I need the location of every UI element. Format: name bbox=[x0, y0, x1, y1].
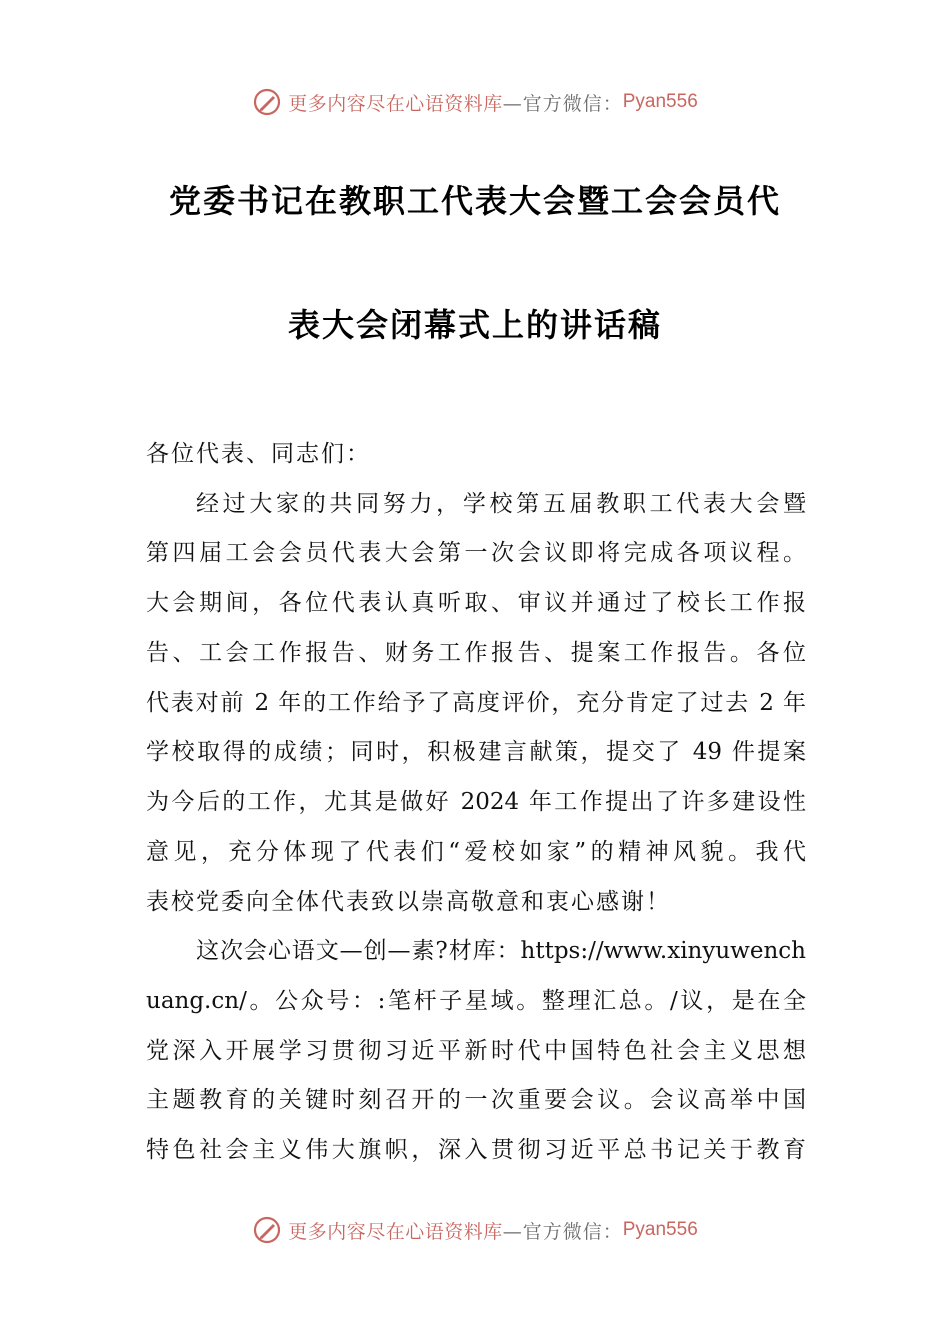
pen-logo-icon bbox=[252, 87, 282, 117]
paragraph-line: 第四届工会会员代表大会第一次会议即将完成各项议程。 bbox=[146, 540, 806, 566]
paragraph-line: 大会期间，各位代表认真听取、审议并通过了校长工作报 bbox=[146, 590, 806, 616]
paragraph-line: 学校取得的成绩；同时，积极建言献策，提交了 49 件提案 bbox=[146, 739, 806, 765]
paragraph-line: 这次会心语文—创—素?材库：https://www.xinyuwench bbox=[196, 938, 806, 964]
watermark-site-text: 更多内容尽在心语资料库 bbox=[288, 92, 503, 115]
paragraph-line: 代表对前 2 年的工作给予了高度评价，充分肯定了过去 2 年 bbox=[146, 690, 806, 716]
paragraph-line: 主题教育的关键时刻召开的一次重要会议。会议高举中国 bbox=[146, 1087, 806, 1113]
greeting: 各位代表、同志们： bbox=[146, 441, 371, 467]
watermark-wechat-id: Pyan556 bbox=[622, 91, 698, 112]
header-watermark bbox=[0, 84, 950, 120]
paragraph-line: 意见，充分体现了代表们“爱校如家”的精神风貌。我代 bbox=[146, 839, 806, 865]
watermark-wechat-id: Pyan556 bbox=[622, 1219, 698, 1240]
paragraph-line: 告、工会工作报告、财务工作报告、提案工作报告。各位 bbox=[146, 640, 806, 666]
paragraph-line: 特色社会主义伟大旗帜，深入贯彻习近平总书记关于教育 bbox=[146, 1137, 806, 1163]
footer-watermark bbox=[0, 1212, 950, 1248]
paragraph-line: 表校党委向全体代表致以崇高敬意和衷心感谢！ bbox=[146, 889, 671, 915]
paragraph-line: uang.cn/。公众号：:笔杆子星域。整理汇总。/议，是在全 bbox=[146, 988, 806, 1014]
pen-logo-icon bbox=[252, 1215, 282, 1245]
document-title-line-2: 表大会闭幕式上的讲话稿 bbox=[287, 306, 662, 344]
watermark-wechat-label: —官方微信： bbox=[502, 1220, 623, 1243]
paragraph-line: 为今后的工作，尤其是做好 2024 年工作提出了许多建设性 bbox=[146, 789, 806, 815]
document-title-line-1: 党委书记在教职工代表大会暨工会会员代 bbox=[168, 182, 781, 220]
paragraph-line: 党深入开展学习贯彻习近平新时代中国特色社会主义思想 bbox=[146, 1038, 806, 1064]
watermark-site-text: 更多内容尽在心语资料库 bbox=[288, 1220, 503, 1243]
paragraph-line: 经过大家的共同努力，学校第五届教职工代表大会暨 bbox=[196, 491, 806, 517]
watermark-wechat-label: —官方微信： bbox=[502, 92, 623, 115]
